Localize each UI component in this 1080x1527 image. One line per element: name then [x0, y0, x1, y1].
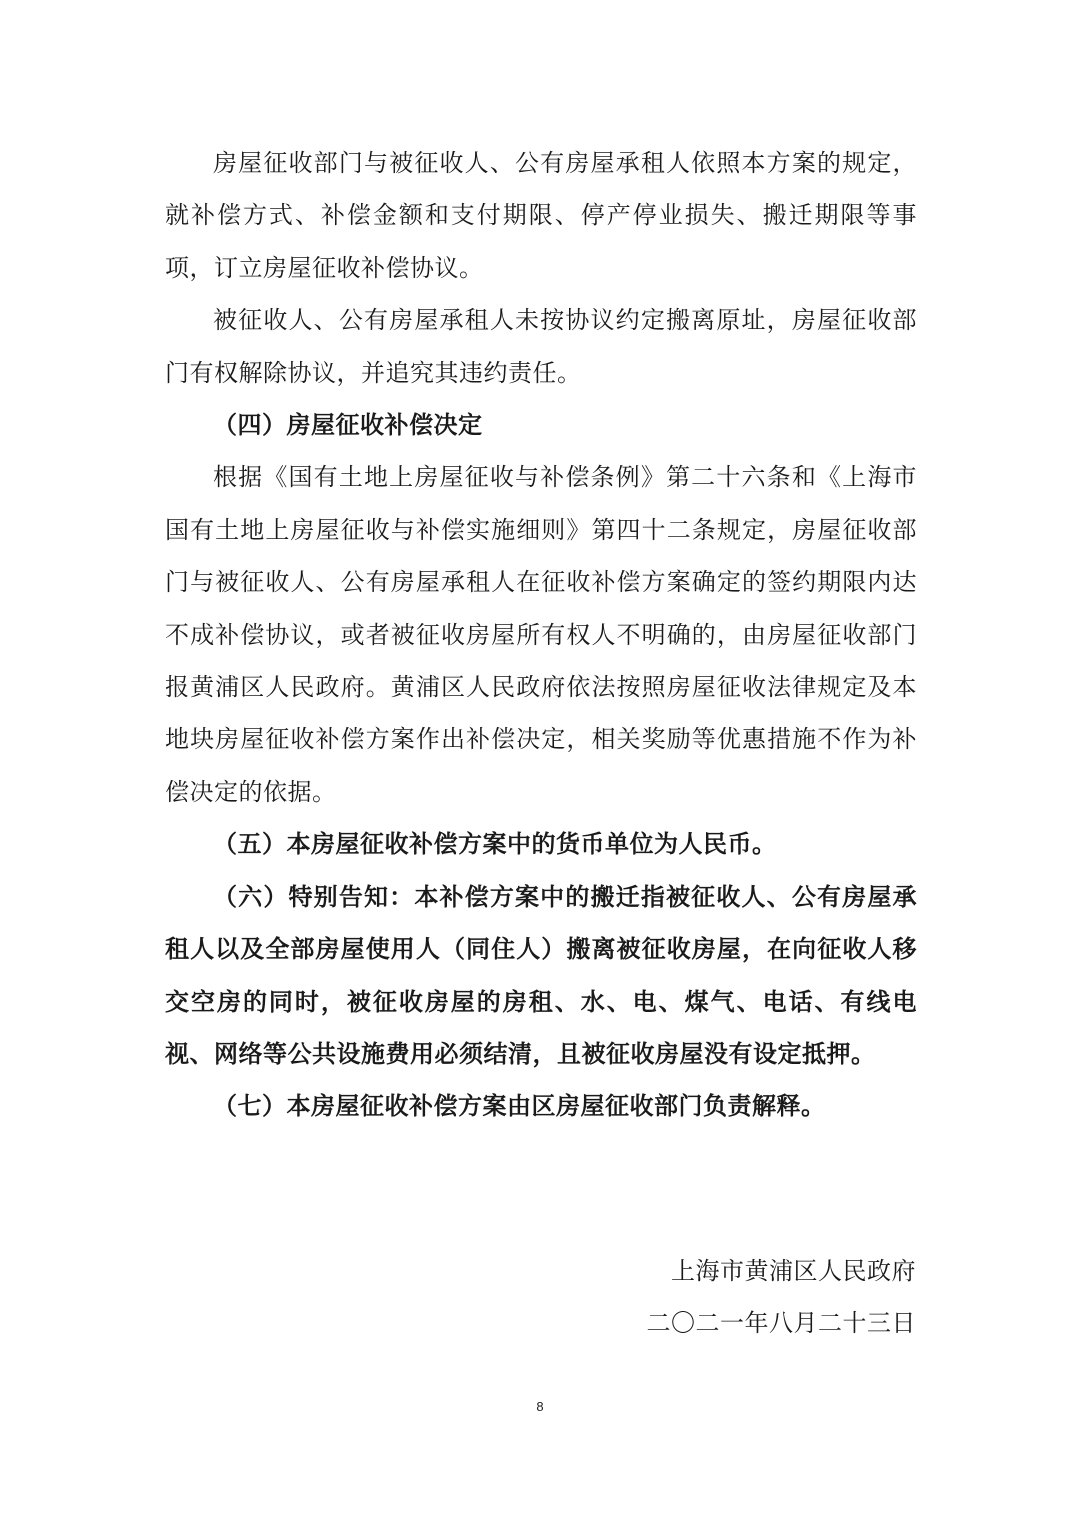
section-7: （七）本房屋征收补偿方案由区房屋征收部门负责解释。 — [213, 1092, 826, 1121]
signature-block — [647, 1245, 917, 1349]
section-4-body: 根据《国有土地上房屋征收与补偿条例》第二十六条和《上海市国有土地上房屋征收与补偿实施细则》第四十二条规定，房屋征收部门与被征收人、公有房屋承租人在征收补偿方案确定的签约期限内达不成补偿协议，或者被征收房屋所有权人不明确的，由房屋征收部门报黄浦区人民政府。黄浦区人民政府依法按照房屋征收法律规定及本地块房屋征收补偿方案作出补偿决定，相关奖励等优惠措施不作为补偿决定的依据。 — [165, 463, 917, 806]
paragraph-agreement: 房屋征收部门与被征收人、公有房屋承租人依照本方案的规定，就补偿方式、补偿金额和支付期限、停产停业损失、搬迁期限等事项，订立房屋征收补偿协议。 — [165, 149, 917, 282]
paragraph-breach: 被征收人、公有房屋承租人未按协议约定搬离原址，房屋征收部门有权解除协议，并追究其违约责任。 — [165, 306, 917, 387]
page-number: 8 — [536, 1399, 544, 1414]
issuer-name: 上海市黄浦区人民政府 — [671, 1257, 916, 1285]
section-4-heading: （四）房屋征收补偿决定 — [213, 411, 483, 440]
section-6: （六）特别告知：本补偿方案中的搬迁指被征收人、公有房屋承租人以及全部房屋使用人（同住人）搬离被征收房屋，在向征收人移交空房的同时，被征收房屋的房租、水、电、煤气、电话、有线电视、网络等公共设施费用必须结清，且被征收房屋没有设定抵押。 — [165, 882, 917, 1068]
issue-date: 二〇二一年八月二十三日 — [646, 1309, 916, 1337]
document-body — [165, 137, 917, 1133]
section-5: （五）本房屋征收补偿方案中的货币单位为人民币。 — [213, 830, 777, 859]
